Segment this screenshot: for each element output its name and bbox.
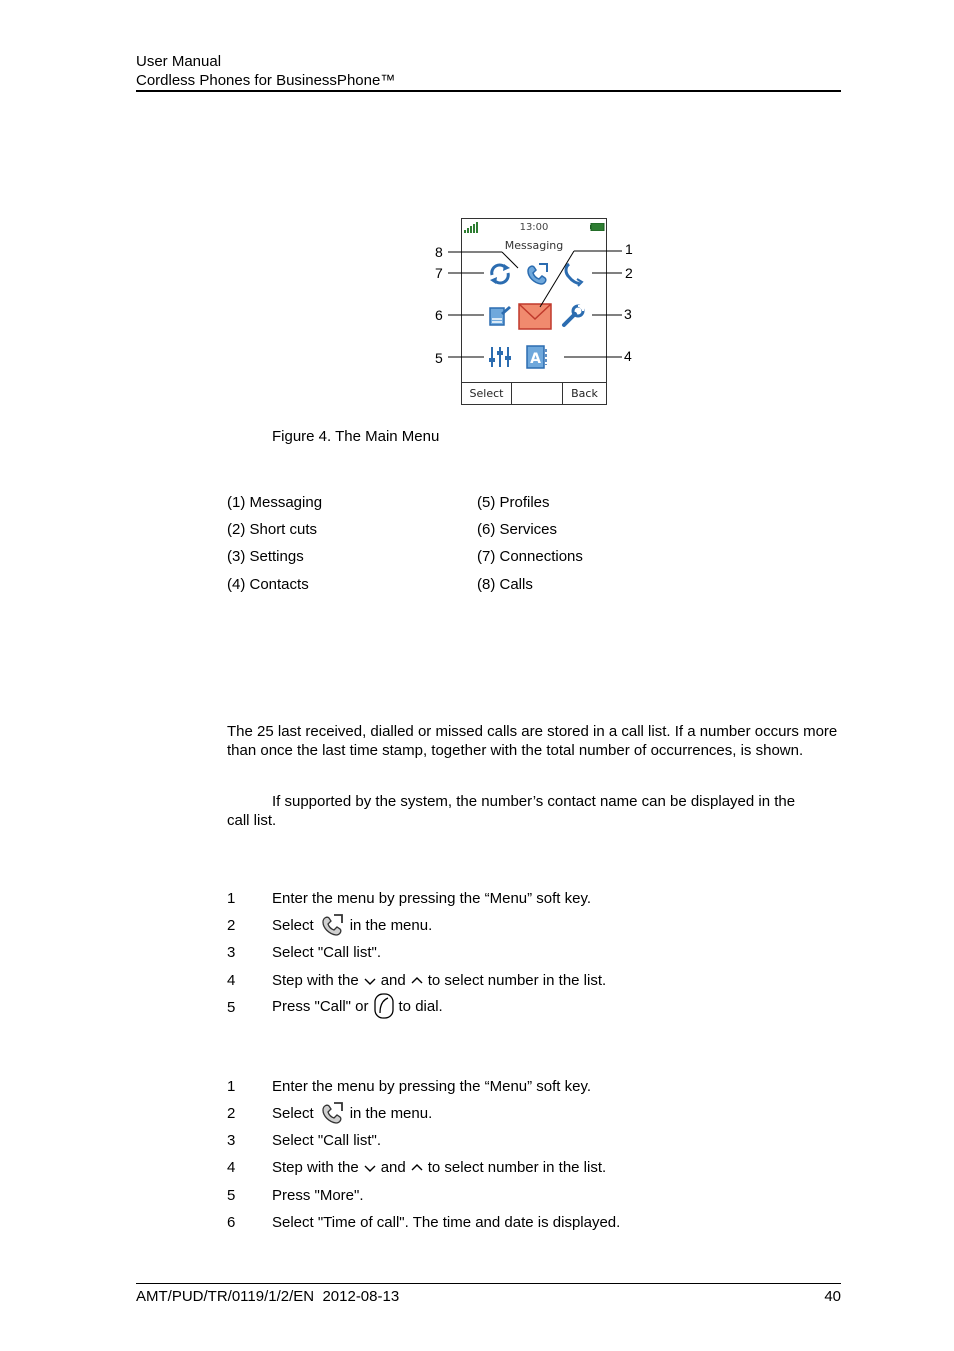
call-list-paragraph: The 25 last received, dialled or missed calls are stored in a call list. If a number occurs more than once the last time stamp, together with the total number of occurrences, is shown.	[227, 723, 838, 759]
step-text-a: Select "Call list".	[272, 1132, 382, 1149]
calls-icon	[319, 1100, 345, 1126]
step-number: 6	[227, 1214, 236, 1231]
svg-text:A: A	[530, 351, 541, 367]
step-text	[272, 1159, 606, 1176]
step-number: 3	[227, 944, 236, 961]
call-key-icon	[374, 993, 394, 1019]
menu-item-contacts: (4) Contacts	[227, 576, 309, 593]
contact-name-paragraph-line2: call list.	[227, 812, 277, 829]
step-text-a: Select	[272, 916, 314, 934]
softkey-select[interactable]: Select	[462, 383, 512, 404]
callout-5: 5	[435, 350, 443, 366]
chevron-up-icon	[411, 1163, 423, 1173]
menu-item-messaging: (1) Messaging	[227, 494, 323, 511]
step-number: 2	[227, 917, 236, 934]
menu-item-short-cuts: (2) Short cuts	[227, 521, 318, 538]
step-number: 1	[227, 890, 236, 907]
header-rule	[136, 90, 841, 92]
step-text-c: to select number in the list.	[427, 1159, 607, 1176]
phone-selected-label: Messaging	[504, 239, 564, 252]
callout-lines	[440, 240, 630, 365]
calls-icon	[319, 912, 345, 938]
softkey-middle[interactable]	[512, 383, 563, 404]
step-text	[272, 1100, 432, 1126]
step-text-a: Press "More".	[272, 1187, 364, 1204]
footer-doc-id: AMT/PUD/TR/0119/1/2/EN 2012-08-13	[136, 1288, 400, 1305]
step-number: 5	[227, 999, 236, 1016]
step-text	[272, 993, 443, 1019]
phone-time: 13:00	[519, 222, 549, 233]
menu-item-settings: (3) Settings	[227, 548, 304, 565]
step-number: 3	[227, 1132, 236, 1149]
step-text-b: and	[380, 972, 406, 989]
chevron-up-icon	[411, 976, 423, 986]
step-number: 5	[227, 1187, 236, 1204]
step-text-a: Select "Time of call". The time and date is displayed.	[272, 1214, 621, 1231]
step-text-b: to dial.	[398, 997, 443, 1015]
header-subtitle: Cordless Phones for BusinessPhone™	[136, 72, 396, 89]
header-title: User Manual	[136, 53, 222, 70]
softkey-back[interactable]: Back	[571, 387, 598, 400]
step-number: 4	[227, 972, 236, 989]
step-text-c: to select number in the list.	[427, 972, 607, 989]
step-text	[272, 1078, 591, 1095]
step-text-a: Select "Call list".	[272, 944, 382, 961]
callout-3: 3	[624, 306, 632, 322]
step-text-b: in the menu.	[349, 1104, 433, 1122]
callout-4: 4	[624, 348, 632, 364]
figure-caption: Figure 4. The Main Menu	[272, 428, 440, 445]
softkey-bar	[462, 382, 606, 404]
chevron-down-icon	[364, 976, 376, 986]
callout-6: 6	[435, 307, 443, 323]
step-text-b: in the menu.	[349, 916, 433, 934]
step-text-a: Press "Call" or	[272, 997, 369, 1015]
step-text	[272, 972, 606, 989]
menu-item-calls: (8) Calls	[477, 576, 533, 593]
step-text-a: Step with the	[272, 1159, 359, 1176]
menu-item-profiles: (5) Profiles	[477, 494, 550, 511]
footer-rule	[136, 1283, 841, 1284]
menu-item-connections: (7) Connections	[477, 548, 583, 565]
callout-1: 1	[625, 241, 633, 257]
callout-8: 8	[435, 244, 443, 260]
step-text	[272, 944, 381, 961]
step-number: 1	[227, 1078, 236, 1095]
step-text	[272, 890, 591, 907]
step-text-a: Enter the menu by pressing the “Menu” soft key.	[272, 890, 592, 907]
step-text-a: Select	[272, 1104, 314, 1122]
callout-2: 2	[625, 265, 633, 281]
step-text-a: Step with the	[272, 972, 359, 989]
callout-7: 7	[435, 265, 443, 281]
contact-name-paragraph-line1: If supported by the system, the number’s contact name can be displayed in the	[272, 793, 796, 810]
battery-icon	[590, 223, 605, 231]
step-text	[272, 912, 432, 938]
step-text	[272, 1187, 364, 1204]
step-text-a: Enter the menu by pressing the “Menu” soft key.	[272, 1078, 592, 1095]
chevron-down-icon	[364, 1163, 376, 1173]
step-number: 2	[227, 1105, 236, 1122]
step-text	[272, 1214, 620, 1231]
step-text-b: and	[380, 1159, 406, 1176]
step-number: 4	[227, 1159, 236, 1176]
footer-page-number: 40	[824, 1288, 841, 1305]
menu-item-services: (6) Services	[477, 521, 558, 538]
step-text	[272, 1132, 381, 1149]
